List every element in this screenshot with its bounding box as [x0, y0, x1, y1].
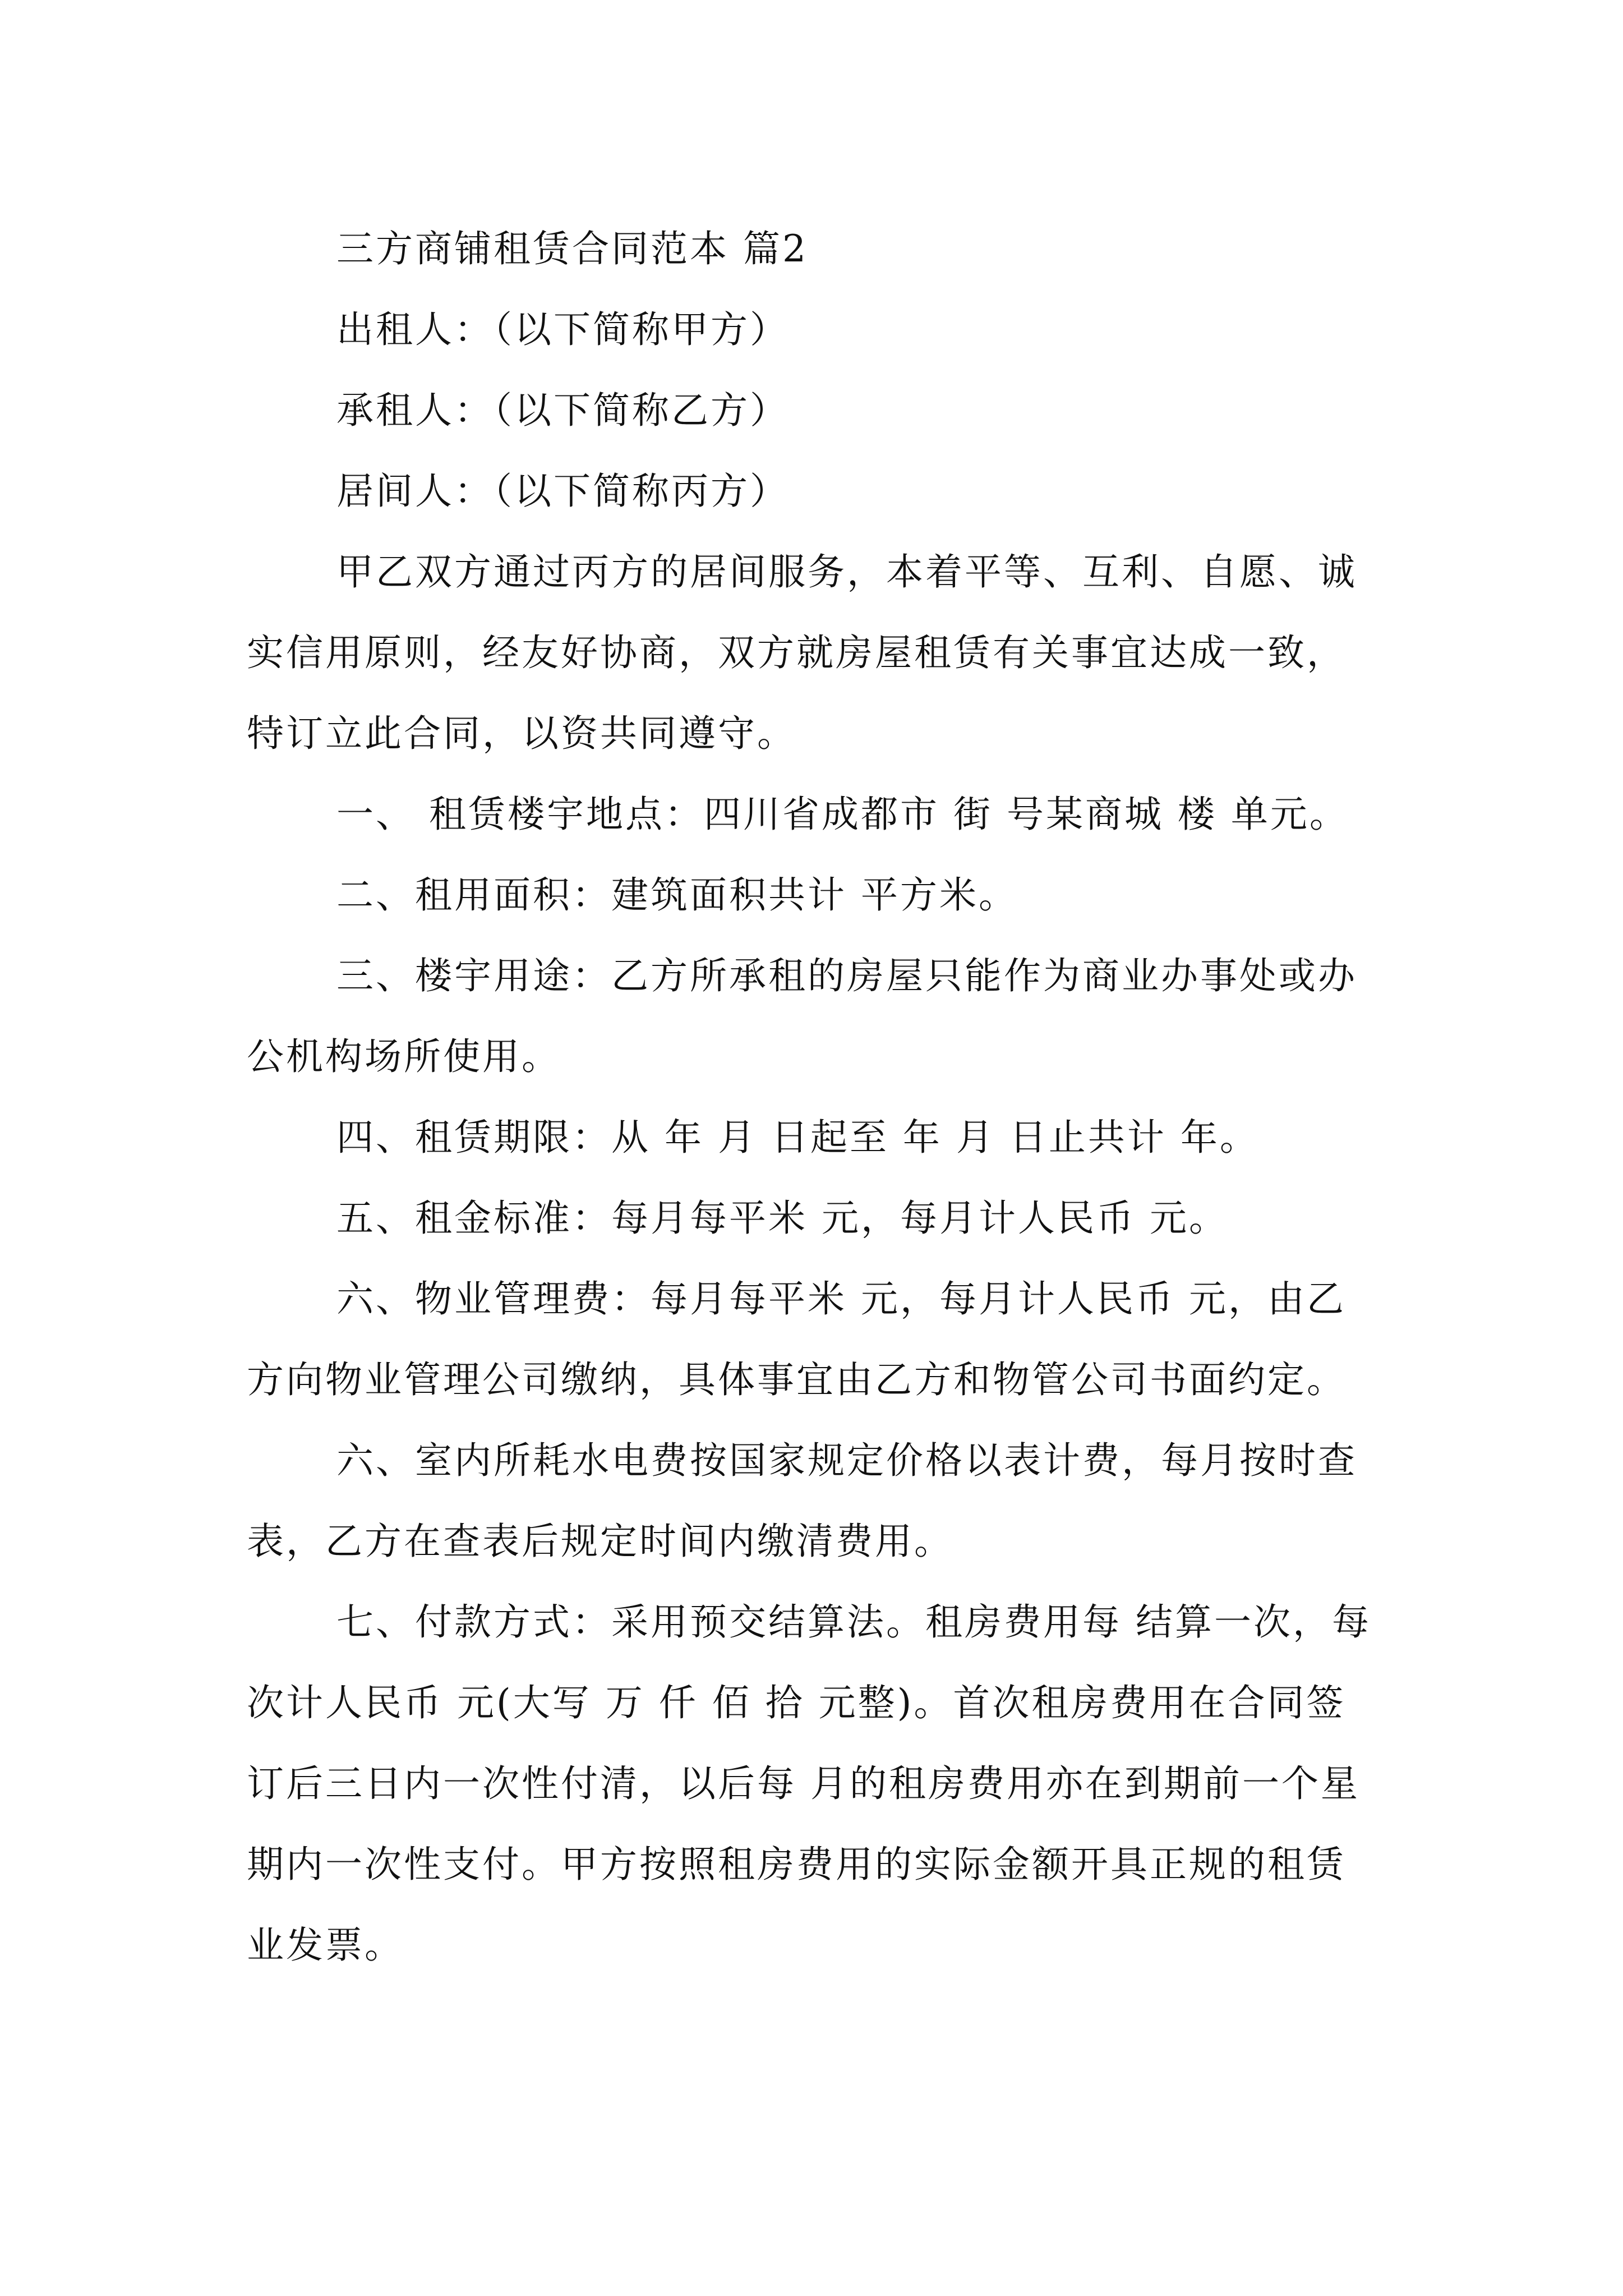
clause-property-fee: 六、物业管理费：每月每平米 元，每月计人民币 元，由乙方向物业管理公司缴纳，具体事宜由乙方和物管公司书面约定。	[247, 1277, 1346, 1401]
paragraph-intermediary: 居间人：（以下简称丙方）	[336, 470, 789, 513]
clause-location: 一、 租赁楼宇地点：四川省成都市 街 号某商城 楼 单元。	[336, 793, 1349, 836]
paragraph-lessor: 出租人：（以下简称甲方）	[336, 308, 789, 351]
clause-utilities: 六、室内所耗水电费按国家规定价格以表计费，每月按时查表，乙方在查表后规定时间内缴清费用。	[247, 1439, 1357, 1563]
clause-usage: 三、楼宇用途：乙方所承租的房屋只能作为商业办事处或办公机构场所使用。	[247, 954, 1357, 1078]
clause-term: 四、租赁期限：从 年 月 日起至 年 月 日止共计 年。	[336, 1116, 1259, 1159]
clause-rent: 五、租金标准：每月每平米 元，每月计人民币 元。	[336, 1197, 1228, 1240]
clause-area: 二、租用面积：建筑面积共计 平方米。	[336, 873, 1018, 917]
clause-payment: 七、付款方式：采用预交结算法。租房费用每 结算一次，每次计人民币 元(大写 万 仟 佰 拾 元整)。首次租房费用在合同签订后三日内一次性付清，以后每 月的租房费用亦在到期前一个星期内一次性支付。甲方按照租房费用的实际金额开具正规的租赁业发票。	[247, 1600, 1371, 1967]
document-title: 三方商铺租赁合同范本 篇2	[336, 227, 808, 270]
document-body	[247, 209, 1380, 1986]
paragraph-lessee: 承租人：（以下简称乙方）	[336, 389, 789, 432]
paragraph-preamble: 甲乙双方通过丙方的居间服务，本着平等、互利、自愿、诚实信用原则，经友好协商，双方就房屋租赁有关事宜达成一致，特订立此合同，以资共同遵守。	[247, 550, 1357, 755]
